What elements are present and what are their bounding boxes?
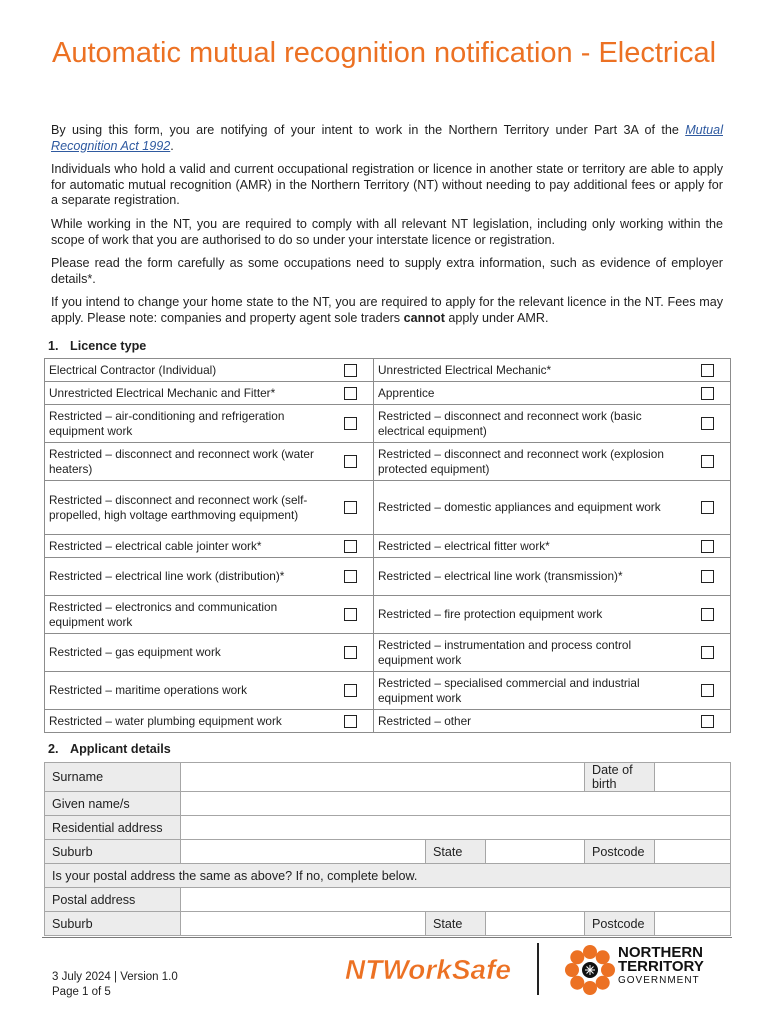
postal-state-label: State: [426, 912, 486, 936]
licence-option-cell: [329, 596, 374, 634]
licence-row: [45, 596, 731, 634]
logo-divider: [537, 943, 539, 995]
licence-option-cell: [686, 558, 731, 596]
licence-option-checkbox[interactable]: [344, 364, 357, 377]
licence-option-checkbox[interactable]: [344, 387, 357, 400]
postcode-input[interactable]: [655, 840, 731, 864]
given-names-input[interactable]: [181, 792, 731, 816]
licence-row: [45, 359, 731, 382]
licence-row: [45, 672, 731, 710]
licence-row: [45, 405, 731, 443]
intro-paragraph-1: By using this form, you are notifying of your intent to work in the Northern Territory under Part 3A of the Mutual Recognition Act 1992.: [51, 123, 723, 153]
licence-option-cell: [329, 535, 374, 558]
licence-option-checkbox[interactable]: [344, 417, 357, 430]
licence-option-cell: [329, 634, 374, 672]
licence-option-label: Restricted – electrical fitter work*: [374, 535, 686, 558]
postal-address-label: Postal address: [45, 888, 181, 912]
licence-row: [45, 443, 731, 481]
licence-option-cell: [329, 481, 374, 535]
footer-divider: [42, 937, 732, 938]
nt-government-emblem-icon: [562, 942, 618, 998]
nt-worksafe-logo: [343, 950, 511, 986]
licence-option-label: Restricted – electrical line work (distribution)*: [45, 558, 329, 596]
intro-paragraph-4: Please read the form carefully as some occupations need to supply extra information, such as evidence of employer details*.: [51, 256, 723, 286]
licence-option-cell: [686, 596, 731, 634]
licence-option-checkbox[interactable]: [701, 501, 714, 514]
licence-option-label: Restricted – electronics and communication equipment work: [45, 596, 329, 634]
licence-option-cell: [686, 359, 731, 382]
licence-option-cell: [686, 443, 731, 481]
postal-question: Is your postal address the same as above? If no, complete below.: [45, 864, 731, 888]
residential-address-input[interactable]: [181, 816, 731, 840]
licence-option-label: Unrestricted Electrical Mechanic*: [374, 359, 686, 382]
postal-suburb-label: Suburb: [45, 912, 181, 936]
licence-option-label: Restricted – domestic appliances and equipment work: [374, 481, 686, 535]
licence-option-label: Restricted – electrical line work (transmission)*: [374, 558, 686, 596]
licence-option-cell: [686, 382, 731, 405]
licence-option-cell: [329, 558, 374, 596]
surname-label: Surname: [45, 763, 181, 792]
licence-option-cell: [686, 672, 731, 710]
licence-option-label: Apprentice: [374, 382, 686, 405]
licence-option-label: Electrical Contractor (Individual): [45, 359, 329, 382]
licence-type-table: [44, 358, 731, 733]
licence-row: [45, 382, 731, 405]
postal-postcode-label: Postcode: [585, 912, 655, 936]
licence-option-label: Restricted – fire protection equipment work: [374, 596, 686, 634]
licence-option-label: Restricted – disconnect and reconnect work (basic electrical equipment): [374, 405, 686, 443]
suburb-input[interactable]: [181, 840, 426, 864]
licence-option-checkbox[interactable]: [701, 715, 714, 728]
date-of-birth-label: Date of birth: [585, 763, 655, 792]
licence-option-checkbox[interactable]: [344, 684, 357, 697]
licence-option-checkbox[interactable]: [344, 608, 357, 621]
footer-date-version: 3 July 2024 | Version 1.0: [52, 971, 178, 983]
section-heading-licence-type: 1. Licence type: [48, 339, 147, 353]
licence-option-checkbox[interactable]: [701, 646, 714, 659]
licence-option-cell: [329, 672, 374, 710]
licence-option-cell: [686, 405, 731, 443]
licence-option-label: Restricted – air-conditioning and refrigeration equipment work: [45, 405, 329, 443]
licence-option-label: Restricted – maritime operations work: [45, 672, 329, 710]
licence-option-label: Restricted – instrumentation and process control equipment work: [374, 634, 686, 672]
licence-option-checkbox[interactable]: [701, 387, 714, 400]
licence-option-checkbox[interactable]: [344, 501, 357, 514]
licence-option-cell: [686, 634, 731, 672]
licence-option-cell: [329, 382, 374, 405]
licence-option-label: Unrestricted Electrical Mechanic and Fitter*: [45, 382, 329, 405]
given-names-label: Given name/s: [45, 792, 181, 816]
footer-info: [52, 970, 178, 1000]
licence-option-cell: [329, 443, 374, 481]
licence-option-checkbox[interactable]: [701, 540, 714, 553]
licence-option-checkbox[interactable]: [701, 417, 714, 430]
applicant-details-table: [44, 762, 731, 936]
licence-option-cell: [329, 405, 374, 443]
licence-option-cell: [686, 481, 731, 535]
state-input[interactable]: [486, 840, 585, 864]
licence-option-label: Restricted – electrical cable jointer work*: [45, 535, 329, 558]
licence-row: [45, 535, 731, 558]
section-heading-applicant-details: 2. Applicant details: [48, 742, 171, 756]
intro-paragraph-2: Individuals who hold a valid and current occupational registration or licence in another state or territory are able to apply for automatic mutual recognition (AMR) in the Northern Territory (NT) without needing to pay additional fees or apply for a separate registration.: [51, 162, 723, 207]
licence-option-checkbox[interactable]: [344, 540, 357, 553]
licence-row: [45, 710, 731, 733]
suburb-label: Suburb: [45, 840, 181, 864]
licence-row: [45, 558, 731, 596]
licence-row: [45, 634, 731, 672]
postal-suburb-input[interactable]: [181, 912, 426, 936]
residential-address-label: Residential address: [45, 816, 181, 840]
licence-option-checkbox[interactable]: [701, 455, 714, 468]
worksafe-logo-text: NTWorkSafe: [345, 954, 511, 985]
licence-option-checkbox[interactable]: [344, 570, 357, 583]
mutual-recognition-act-link[interactable]: Mutual Recognition Act 1992: [51, 123, 723, 153]
nt-government-wordmark: NORTHERN TERRITORY GOVERNMENT: [618, 944, 704, 986]
licence-option-cell: [686, 710, 731, 733]
licence-option-label: Restricted – specialised commercial and industrial equipment work: [374, 672, 686, 710]
licence-option-checkbox[interactable]: [344, 646, 357, 659]
licence-option-label: Restricted – disconnect and reconnect work (water heaters): [45, 443, 329, 481]
postal-postcode-input[interactable]: [655, 912, 731, 936]
intro-paragraph-3: While working in the NT, you are required to comply with all relevant NT legislation, including only working within the scope of work that you are authorised to do so under your interstate licence or registration.: [51, 217, 723, 247]
licence-option-label: Restricted – water plumbing equipment work: [45, 710, 329, 733]
licence-option-label: Restricted – gas equipment work: [45, 634, 329, 672]
form-title: Automatic mutual recognition notification - Electrical: [52, 37, 717, 69]
licence-option-cell: [686, 535, 731, 558]
footer-page-number: Page 1 of 5: [52, 986, 111, 998]
intro-paragraph-5: If you intend to change your home state to the NT, you are required to apply for the relevant licence in the NT. Fees may apply. Please note: companies and property agent sole traders cannot apply under AMR.: [51, 295, 723, 325]
date-of-birth-input[interactable]: [655, 763, 731, 792]
postcode-label: Postcode: [585, 840, 655, 864]
licence-option-checkbox[interactable]: [701, 684, 714, 697]
licence-option-checkbox[interactable]: [701, 570, 714, 583]
surname-input[interactable]: [181, 763, 585, 792]
licence-option-checkbox[interactable]: [344, 715, 357, 728]
licence-option-checkbox[interactable]: [344, 455, 357, 468]
licence-row: [45, 481, 731, 535]
postal-address-input[interactable]: [181, 888, 731, 912]
licence-option-checkbox[interactable]: [701, 608, 714, 621]
licence-option-label: Restricted – disconnect and reconnect work (explosion protected equipment): [374, 443, 686, 481]
licence-option-cell: [329, 359, 374, 382]
licence-option-label: Restricted – disconnect and reconnect work (self-propelled, high voltage earthmoving equipment): [45, 481, 329, 535]
licence-option-checkbox[interactable]: [701, 364, 714, 377]
postal-state-input[interactable]: [486, 912, 585, 936]
licence-option-cell: [329, 710, 374, 733]
state-label: State: [426, 840, 486, 864]
licence-option-label: Restricted – other: [374, 710, 686, 733]
